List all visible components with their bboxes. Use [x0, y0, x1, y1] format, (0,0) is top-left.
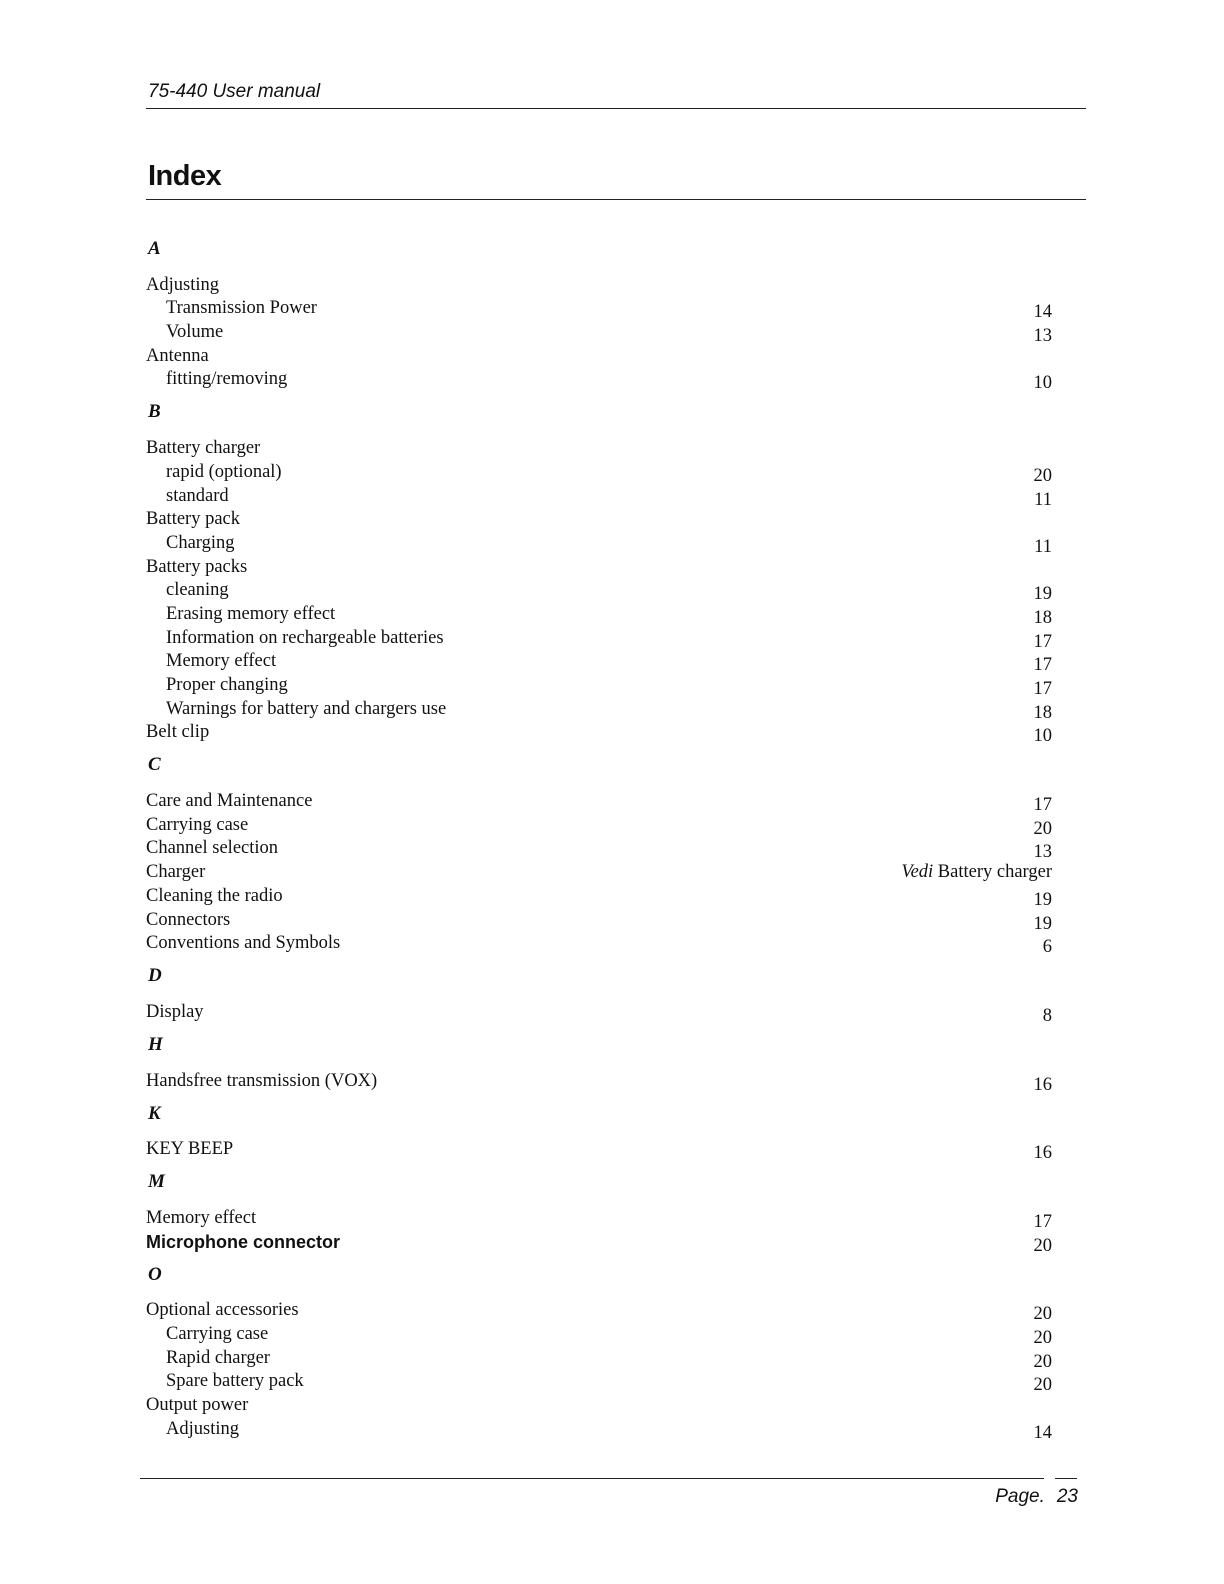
- section-letter: B: [148, 401, 161, 423]
- entry-term: Charging: [166, 532, 235, 553]
- index-list: [146, 236, 1052, 1443]
- entry-page-number: 11: [1034, 489, 1052, 510]
- section-letter: K: [148, 1102, 161, 1124]
- index-subentry: [146, 459, 1052, 486]
- header-divider: [146, 108, 1086, 109]
- entry-term: Carrying case: [166, 1324, 269, 1344]
- entry-page-number: 19: [1033, 913, 1052, 934]
- index-section-a: [146, 236, 1052, 394]
- page-label: Page.: [995, 1486, 1045, 1507]
- index-subentry: [146, 1321, 1052, 1348]
- index-entry: [146, 859, 1052, 883]
- index-entry: [146, 343, 1052, 367]
- title-divider: [146, 199, 1086, 200]
- entry-page-number: 17: [1033, 631, 1052, 652]
- index-subentry: [146, 367, 1052, 394]
- entry-page-number: 17: [1033, 795, 1052, 816]
- entry-term: Handsfree transmission (VOX): [146, 1070, 378, 1091]
- index-subentry: [146, 1416, 1052, 1443]
- entry-term: KEY BEEP: [146, 1139, 234, 1160]
- index-entry: [146, 812, 1052, 839]
- entry-term: Belt clip: [146, 722, 210, 743]
- entry-term: standard: [166, 485, 229, 506]
- entry-page-number: 17: [1033, 655, 1052, 676]
- entry-term: Channel selection: [146, 838, 279, 859]
- entry-term: Charger: [146, 862, 206, 883]
- entry-page-number: 16: [1033, 1074, 1052, 1095]
- index-subentry: [146, 672, 1052, 699]
- entry-page-number: 20: [1033, 1235, 1052, 1256]
- index-entry: [146, 554, 1052, 578]
- section-letter: O: [148, 1263, 162, 1285]
- entry-page-number: 18: [1033, 607, 1052, 628]
- index-subentry: [146, 530, 1052, 557]
- index-section-b: [146, 399, 1052, 747]
- entry-term: Carrying case: [146, 814, 249, 835]
- entry-page-number: 17: [1033, 679, 1052, 699]
- entry-term: Adjusting: [146, 274, 219, 295]
- index-subentry: [146, 578, 1052, 605]
- entry-term: Spare battery pack: [166, 1371, 304, 1392]
- entry-term: rapid (optional): [166, 461, 282, 482]
- entry-term: Memory effect: [146, 1207, 257, 1228]
- entry-page-number: 16: [1033, 1143, 1052, 1164]
- entry-page-number: 20: [1033, 1375, 1052, 1396]
- entry-see-reference: [901, 861, 1052, 883]
- entry-page-number: 11: [1034, 536, 1052, 557]
- index-section-k: [146, 1101, 1052, 1164]
- index-subentry: [146, 649, 1052, 676]
- index-subentry: [146, 1345, 1052, 1372]
- index-subentry: [146, 1369, 1052, 1396]
- index-section-o: [146, 1262, 1052, 1443]
- index-entry: [146, 1068, 1052, 1095]
- entry-page-number: 17: [1033, 1211, 1052, 1232]
- entry-page-number: 6: [1042, 937, 1052, 958]
- index-entry: [146, 1205, 1052, 1232]
- entry-page-number: 14: [1033, 302, 1052, 323]
- index-entry: [146, 931, 1052, 958]
- page-number-value: 23: [1056, 1486, 1078, 1507]
- index-entry: [146, 1392, 1052, 1416]
- index-subentry: [146, 696, 1052, 723]
- document-header-title: 75-440 User manual: [148, 81, 321, 102]
- entry-term: Microphone connector: [146, 1231, 341, 1252]
- entry-page-number: 20: [1033, 818, 1052, 839]
- entry-term: Transmission Power: [166, 298, 317, 319]
- entry-page-number: 13: [1033, 842, 1052, 863]
- entry-term: cleaning: [166, 580, 229, 601]
- index-entry: [146, 836, 1052, 863]
- index-subentry: [146, 319, 1052, 347]
- entry-page-number: 10: [1033, 373, 1052, 394]
- see-label: Vedi: [901, 862, 934, 883]
- entry-page-number: 10: [1033, 726, 1052, 747]
- entry-term: Output power: [146, 1395, 249, 1416]
- section-letter: A: [148, 238, 161, 259]
- entry-term: Battery packs: [146, 556, 248, 577]
- entry-term: Volume: [166, 322, 224, 343]
- entry-page-number: 8: [1042, 1005, 1052, 1026]
- entry-page-number: 18: [1033, 702, 1052, 723]
- index-entry: [146, 720, 1052, 747]
- entry-term: Erasing memory effect: [166, 603, 336, 624]
- entry-term: Warnings for battery and chargers use: [166, 698, 447, 719]
- see-target: Battery charger: [933, 862, 1052, 883]
- entry-page-number: 14: [1033, 1422, 1052, 1443]
- index-subentry: [146, 601, 1052, 628]
- section-letter: H: [148, 1033, 163, 1055]
- index-subentry: [146, 296, 1052, 323]
- page-title: Index: [148, 160, 222, 192]
- section-letter: D: [148, 965, 162, 987]
- section-letter: M: [148, 1171, 165, 1193]
- entry-term: Battery pack: [146, 509, 240, 530]
- index-subentry: [146, 483, 1052, 510]
- index-entry: [146, 788, 1052, 816]
- entry-term: Display: [146, 1001, 204, 1022]
- entry-term: Conventions and Symbols: [146, 933, 341, 954]
- entry-page-number: 20: [1033, 1351, 1052, 1372]
- entry-page-number: 13: [1033, 326, 1052, 347]
- entry-page-number: 20: [1033, 1304, 1052, 1325]
- entry-term: fitting/removing: [166, 369, 288, 390]
- entry-page-number: 19: [1033, 889, 1052, 910]
- entry-term: Optional accessories: [146, 1300, 299, 1321]
- index-entry: [146, 883, 1052, 910]
- index-entry: [146, 999, 1052, 1026]
- index-entry: [146, 435, 1052, 459]
- index-entry: [146, 1137, 1052, 1164]
- index-section-d: [146, 963, 1052, 1026]
- index-entry: [146, 507, 1052, 531]
- entry-term: Adjusting: [166, 1418, 239, 1439]
- index-entry: [146, 907, 1052, 934]
- entry-term: Proper changing: [166, 675, 288, 695]
- entry-term: Memory effect: [166, 651, 277, 672]
- index-section-c: [146, 752, 1052, 958]
- index-entry: [146, 1229, 1052, 1256]
- entry-term: Cleaning the radio: [146, 885, 283, 906]
- entry-term: Battery charger: [146, 438, 261, 459]
- entry-page-number: 19: [1033, 584, 1052, 605]
- footer-divider-page: [1055, 1478, 1077, 1479]
- footer-divider: [140, 1478, 1044, 1479]
- entry-term: Rapid charger: [166, 1347, 270, 1368]
- entry-page-number: 20: [1033, 465, 1052, 486]
- index-entry: [146, 1298, 1052, 1325]
- index-subentry: [146, 625, 1052, 652]
- section-letter: C: [148, 754, 161, 776]
- entry-page-number: 20: [1033, 1328, 1052, 1348]
- entry-term: Care and Maintenance: [146, 791, 313, 812]
- index-entry: [146, 272, 1052, 296]
- entry-term: Antenna: [146, 345, 209, 366]
- index-section-m: [146, 1169, 1052, 1256]
- page-number: [995, 1485, 1078, 1509]
- entry-term: Information on rechargeable batteries: [166, 627, 444, 648]
- index-section-h: [146, 1032, 1052, 1095]
- entry-term: Connectors: [146, 909, 231, 930]
